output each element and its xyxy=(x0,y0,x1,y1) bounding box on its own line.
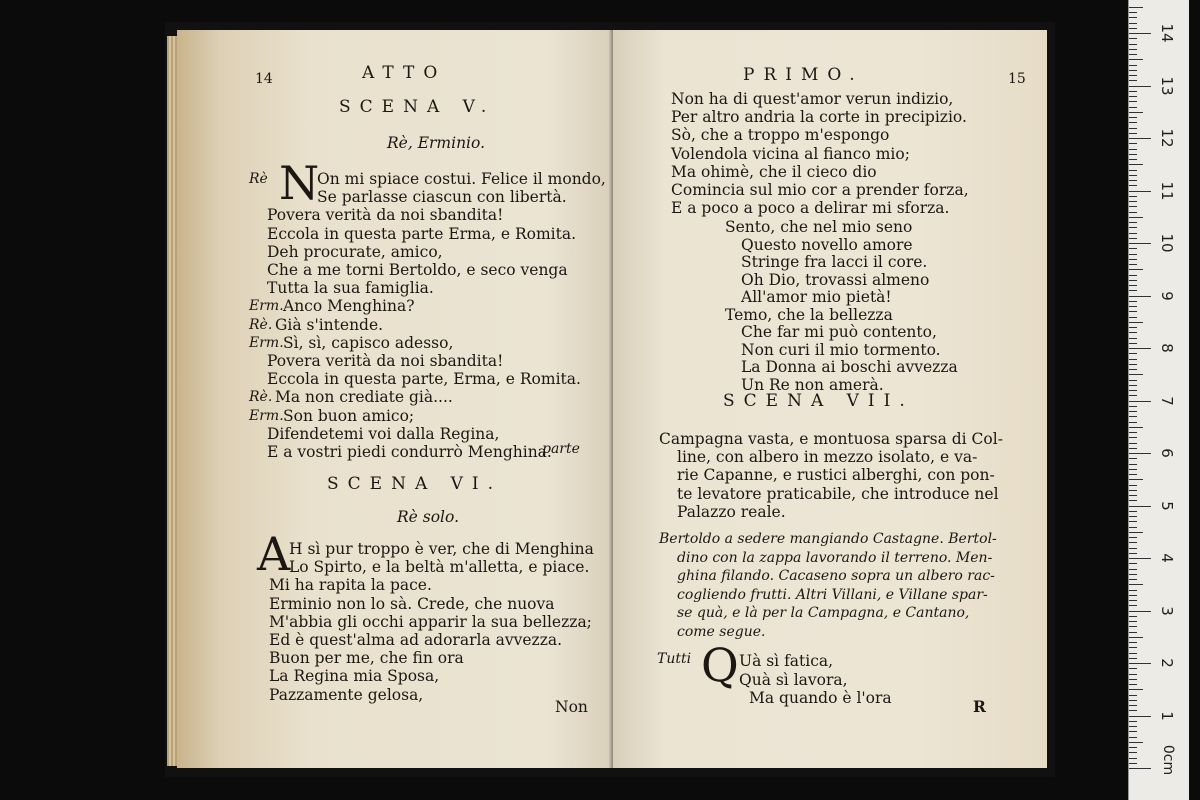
verse-line: Comincia sul mio cor a prender forza, xyxy=(671,181,969,199)
ruler-tick xyxy=(1129,170,1137,171)
ruler-tick xyxy=(1129,642,1137,643)
ruler-tick xyxy=(1129,201,1137,202)
ruler-tick xyxy=(1129,154,1137,155)
ruler-tick xyxy=(1129,621,1137,622)
verse-line: Pazzamente gelosa, xyxy=(269,685,424,704)
ruler-tick xyxy=(1129,374,1143,375)
verse-line: Per altro andria la corte in precipizio. xyxy=(671,108,967,127)
ruler-number: 9 xyxy=(1158,290,1176,301)
verse-line: Tutta la sua famiglia. xyxy=(267,279,434,298)
speaker-label: Rè. xyxy=(249,389,273,406)
ruler-tick xyxy=(1129,632,1137,633)
scene-title: SCENA VII. xyxy=(723,391,914,411)
direction-line: cogliendo frutti. Altri Villani, e Villane spar- xyxy=(677,586,988,603)
ruler-tick xyxy=(1129,196,1137,197)
ruler-tick xyxy=(1129,647,1137,648)
ruler-number: 7 xyxy=(1158,395,1176,406)
direction-line: se quà, e là per la Campagna, e Cantano, xyxy=(677,605,970,621)
verse-line: Sì, sì, capisco adesso, xyxy=(283,333,454,352)
ruler-tick xyxy=(1129,248,1137,249)
ruler-number: 5 xyxy=(1158,500,1176,511)
direction-line: ghina filando. Cacaseno sopra un albero rac- xyxy=(677,568,995,584)
catchword: Non xyxy=(555,698,588,716)
ruler-tick xyxy=(1129,33,1151,34)
ruler-tick xyxy=(1129,44,1137,45)
ruler-tick xyxy=(1129,574,1137,575)
ruler-number: 14 xyxy=(1158,23,1176,43)
ruler-tick xyxy=(1129,243,1151,244)
ruler-tick xyxy=(1129,542,1137,543)
ruler-tick xyxy=(1129,490,1137,491)
stage-direction-exit: parte xyxy=(542,441,580,457)
ruler-number: 10 xyxy=(1158,233,1176,253)
ruler-tick xyxy=(1129,406,1137,407)
ruler-tick xyxy=(1129,668,1137,669)
ruler-tick xyxy=(1129,453,1151,454)
ruler-tick xyxy=(1129,537,1137,538)
ruler-tick xyxy=(1129,385,1137,386)
ruler-tick xyxy=(1129,306,1137,307)
ruler-tick xyxy=(1129,359,1137,360)
verse-line: Erminio non lo sà. Crede, che nuova xyxy=(269,594,555,613)
measuring-ruler xyxy=(1128,0,1189,800)
ruler-number: 13 xyxy=(1158,75,1176,96)
ruler-tick xyxy=(1129,548,1137,549)
verse-line: On mi spiace costui. Felice il mondo, xyxy=(317,170,606,188)
ruler-tick xyxy=(1129,238,1137,239)
ruler-tick xyxy=(1129,464,1137,465)
setting-line: line, con albero in mezzo isolato, e va- xyxy=(677,448,978,467)
ruler-tick xyxy=(1129,70,1137,71)
ruler-tick xyxy=(1129,54,1137,55)
verse-line: Eccola in questa parte, Erma, e Romita. xyxy=(267,370,581,389)
ruler-tick xyxy=(1129,595,1137,596)
ruler-tick xyxy=(1129,254,1137,255)
aria-line: Stringe fra lacci il core. xyxy=(741,253,928,271)
ruler-tick xyxy=(1129,527,1137,528)
ruler-tick xyxy=(1129,584,1143,585)
ruler-tick xyxy=(1129,143,1137,144)
ruler-tick xyxy=(1129,553,1137,554)
ruler-tick xyxy=(1129,233,1137,234)
ruler-tick xyxy=(1129,401,1151,402)
right-page xyxy=(613,30,1047,768)
ruler-number: 1 xyxy=(1158,710,1176,721)
dropcap-q: Q xyxy=(701,638,739,692)
ruler-tick xyxy=(1129,758,1137,759)
ruler-tick xyxy=(1129,280,1137,281)
ruler-number: 2 xyxy=(1158,658,1176,668)
speaker-label: Erm. xyxy=(249,334,284,351)
setting-line: te levatore praticabile, che introduce nel xyxy=(677,484,999,503)
dropcap-a: A xyxy=(257,527,291,581)
running-head: ATTO xyxy=(362,63,447,83)
ruler-tick xyxy=(1129,626,1137,627)
ruler-tick xyxy=(1129,259,1137,260)
ruler-tick xyxy=(1129,101,1137,102)
ruler-tick xyxy=(1129,432,1137,433)
ruler-tick xyxy=(1129,684,1137,685)
ruler-tick xyxy=(1129,768,1151,769)
ruler-tick xyxy=(1129,353,1137,354)
ruler-tick xyxy=(1129,191,1151,192)
ruler-tick xyxy=(1129,369,1137,370)
ruler-number: 4 xyxy=(1158,553,1176,563)
ruler-tick xyxy=(1129,479,1143,480)
page-number: 15 xyxy=(1008,71,1026,87)
ruler-tick xyxy=(1129,395,1137,396)
ruler-tick xyxy=(1129,416,1137,417)
ruler-tick xyxy=(1129,12,1137,13)
verse-line: Mi ha rapita la pace. xyxy=(269,576,432,595)
verse-line: Eccola in questa parte Erma, e Romita. xyxy=(267,224,577,243)
open-book xyxy=(165,22,1055,777)
ruler-unit: 0cm xyxy=(1160,744,1177,776)
scene-characters: Rè, Erminio. xyxy=(387,134,486,152)
chorus-line: Uà sì fatica, xyxy=(739,652,834,670)
verse-line: Difendetemi voi dalla Regina, xyxy=(267,424,500,443)
ruler-tick xyxy=(1129,605,1137,606)
verse-line: Che a me torni Bertoldo, e seco venga xyxy=(267,261,568,279)
ruler-tick xyxy=(1129,117,1137,118)
ruler-tick xyxy=(1129,7,1143,8)
ruler-tick xyxy=(1129,469,1137,470)
ruler-tick xyxy=(1129,411,1137,412)
ruler-tick xyxy=(1129,390,1137,391)
ruler-tick xyxy=(1129,516,1137,517)
ruler-tick xyxy=(1129,653,1137,654)
ruler-tick xyxy=(1129,65,1137,66)
ruler-tick xyxy=(1129,75,1137,76)
direction-line: dino con la zappa lavorando il terreno. Men- xyxy=(677,549,993,566)
ruler-tick xyxy=(1129,695,1137,696)
aria-line: Non curi il mio tormento. xyxy=(741,340,941,359)
ruler-tick xyxy=(1129,726,1137,727)
ruler-tick xyxy=(1129,380,1137,381)
ruler-number: 8 xyxy=(1158,343,1176,353)
verse-line: Son buon amico; xyxy=(283,406,415,425)
aria-line: Sento, che nel mio seno xyxy=(725,218,913,236)
ruler-tick xyxy=(1129,338,1137,339)
ruler-tick xyxy=(1129,422,1137,423)
ruler-tick xyxy=(1129,348,1151,349)
verse-line: Deh procurate, amico, xyxy=(267,242,443,261)
ruler-tick xyxy=(1129,185,1137,186)
ruler-tick xyxy=(1129,674,1137,675)
ruler-tick xyxy=(1129,616,1137,617)
ruler-number: 11 xyxy=(1158,180,1176,201)
signature-mark: R xyxy=(973,697,986,716)
page-number: 14 xyxy=(255,71,273,87)
scene-title-2: SCENA VI. xyxy=(327,474,503,494)
ruler-tick xyxy=(1129,511,1137,512)
ruler-tick xyxy=(1129,427,1143,428)
ruler-tick xyxy=(1129,364,1137,365)
ruler-tick xyxy=(1129,500,1137,501)
aria-line: Che far mi può contento, xyxy=(741,323,937,341)
ruler-tick xyxy=(1129,637,1143,638)
speaker-label: Erm. xyxy=(249,407,284,424)
ruler-tick xyxy=(1129,495,1137,496)
ruler-tick xyxy=(1129,506,1151,507)
setting-line: Palazzo reale. xyxy=(677,502,786,521)
ruler-tick xyxy=(1129,138,1151,139)
ruler-tick xyxy=(1129,590,1137,591)
ruler-tick xyxy=(1129,275,1137,276)
aria-line: Un Re non amerà. xyxy=(741,375,884,394)
ruler-tick xyxy=(1129,700,1137,701)
ruler-tick xyxy=(1129,532,1143,533)
ruler-tick xyxy=(1129,159,1137,160)
ruler-tick xyxy=(1129,558,1151,559)
aria-line: All'amor mio pietà! xyxy=(741,288,892,306)
ruler-tick xyxy=(1129,437,1137,438)
ruler-tick xyxy=(1129,112,1143,113)
ruler-tick xyxy=(1129,317,1137,318)
ruler-tick xyxy=(1129,49,1137,50)
ruler-tick xyxy=(1129,23,1137,24)
verse-line: H sì pur troppo è ver, che di Menghina xyxy=(289,540,594,558)
ruler-tick xyxy=(1129,731,1137,732)
dropcap-n: N xyxy=(279,156,320,210)
verse-line: Ma ohimè, che il cieco dio xyxy=(671,162,877,181)
ruler-tick xyxy=(1129,17,1137,18)
verse-line: Povera verità da noi sbandita! xyxy=(267,206,504,225)
ruler-tick xyxy=(1129,264,1137,265)
ruler-tick xyxy=(1129,227,1137,228)
verse-line: E a vostri piedi condurrò Menghina. xyxy=(267,443,552,461)
ruler-tick xyxy=(1129,752,1137,753)
ruler-tick xyxy=(1129,705,1137,706)
ruler-tick xyxy=(1129,322,1143,323)
verse-line: Povera verità da noi sbandita! xyxy=(267,352,504,370)
left-page xyxy=(177,30,613,768)
chorus-line: Quà sì lavora, xyxy=(739,670,848,689)
ruler-tick xyxy=(1129,448,1137,449)
ruler-number: 12 xyxy=(1158,128,1176,148)
running-head: PRIMO. xyxy=(743,65,864,85)
ruler-tick xyxy=(1129,327,1137,328)
verse-line: Volendola vicina al fianco mio; xyxy=(671,144,910,163)
ruler-tick xyxy=(1129,96,1137,97)
ruler-tick xyxy=(1129,600,1137,601)
ruler-tick xyxy=(1129,747,1137,748)
verse-line: Lo Spirto, e la beltà m'alletta, e piace. xyxy=(289,558,590,577)
ruler-tick xyxy=(1129,59,1143,60)
ruler-number: 3 xyxy=(1158,605,1176,616)
aria-line: Questo novello amore xyxy=(741,235,913,254)
verse-line: Sò, che a troppo m'espongo xyxy=(671,126,890,145)
verse-line: Già s'intende. xyxy=(275,315,384,334)
ruler-tick xyxy=(1129,91,1137,92)
setting-line: rie Capanne, e rustici alberghi, con pon- xyxy=(677,466,995,485)
ruler-tick xyxy=(1129,579,1137,580)
aria-line: Temo, che la bellezza xyxy=(725,305,893,324)
ruler-tick xyxy=(1129,563,1137,564)
verse-line: Anco Menghina? xyxy=(283,297,415,316)
ruler-tick xyxy=(1129,128,1137,129)
ruler-tick xyxy=(1129,679,1137,680)
direction-line: Bertoldo a sedere mangiando Castagne. Bertol- xyxy=(659,531,997,547)
ruler-tick xyxy=(1129,164,1143,165)
speaker-label: Rè xyxy=(249,171,268,187)
ruler-tick xyxy=(1129,458,1137,459)
aria-line: La Donna ai boschi avvezza xyxy=(741,358,958,376)
ruler-tick xyxy=(1129,296,1151,297)
ruler-tick xyxy=(1129,474,1137,475)
ruler-tick xyxy=(1129,658,1137,659)
ruler-tick xyxy=(1129,742,1143,743)
ruler-tick xyxy=(1129,149,1137,150)
ruler-tick xyxy=(1129,721,1137,722)
ruler-tick xyxy=(1129,206,1137,207)
ruler-tick xyxy=(1129,107,1137,108)
verse-line: Non ha di quest'amor verun indizio, xyxy=(671,90,954,108)
verse-line: Se parlasse ciascun con libertà. xyxy=(317,188,567,207)
ruler-tick xyxy=(1129,485,1137,486)
ruler-tick xyxy=(1129,222,1137,223)
ruler-tick xyxy=(1129,332,1137,333)
ruler-tick xyxy=(1129,689,1143,690)
verse-line: Buon per me, che fin ora xyxy=(269,649,464,668)
ruler-tick xyxy=(1129,38,1137,39)
ruler-tick xyxy=(1129,180,1137,181)
ruler-tick xyxy=(1129,285,1137,286)
ruler-tick xyxy=(1129,737,1137,738)
ruler-tick xyxy=(1129,217,1143,218)
speaker-label: Rè. xyxy=(249,316,273,333)
verse-line: La Regina mia Sposa, xyxy=(269,667,440,686)
ruler-tick xyxy=(1129,290,1137,291)
ruler-tick xyxy=(1129,663,1151,664)
ruler-tick xyxy=(1129,311,1137,312)
ruler-tick xyxy=(1129,175,1137,176)
speaker-label: Erm. xyxy=(249,298,284,315)
ruler-tick xyxy=(1129,710,1137,711)
setting-line: Campagna vasta, e montuosa sparsa di Col- xyxy=(659,430,1003,448)
ruler-tick xyxy=(1129,569,1137,570)
ruler-tick xyxy=(1129,86,1151,87)
aria-line: Oh Dio, trovassi almeno xyxy=(741,270,930,289)
ruler-tick xyxy=(1129,133,1137,134)
chorus-line: Ma quando è l'ora xyxy=(749,689,892,707)
verse-line: Ed è quest'alma ad adorarla avvezza. xyxy=(269,631,563,649)
ruler-tick xyxy=(1129,763,1137,764)
verse-line: Ma non crediate già.... xyxy=(275,388,453,407)
ruler-tick xyxy=(1129,716,1151,717)
direction-line: come segue. xyxy=(677,623,766,640)
chorus-speaker: Tutti xyxy=(657,651,692,667)
ruler-tick xyxy=(1129,343,1137,344)
verse-line: M'abbia gli occhi apparir la sua bellezza; xyxy=(269,612,592,631)
ruler-tick xyxy=(1129,28,1137,29)
verse-line: E a poco a poco a delirar mi sforza. xyxy=(671,199,950,218)
scene-characters-2: Rè solo. xyxy=(397,508,459,526)
ruler-tick xyxy=(1129,212,1137,213)
scene-title: SCENA V. xyxy=(339,97,496,117)
ruler-tick xyxy=(1129,443,1137,444)
ruler-tick xyxy=(1129,611,1151,612)
ruler-tick xyxy=(1129,301,1137,302)
ruler-tick xyxy=(1129,122,1137,123)
ruler-tick xyxy=(1129,80,1137,81)
ruler-tick xyxy=(1129,521,1137,522)
ruler-tick xyxy=(1129,269,1143,270)
ruler-number: 6 xyxy=(1158,448,1176,458)
